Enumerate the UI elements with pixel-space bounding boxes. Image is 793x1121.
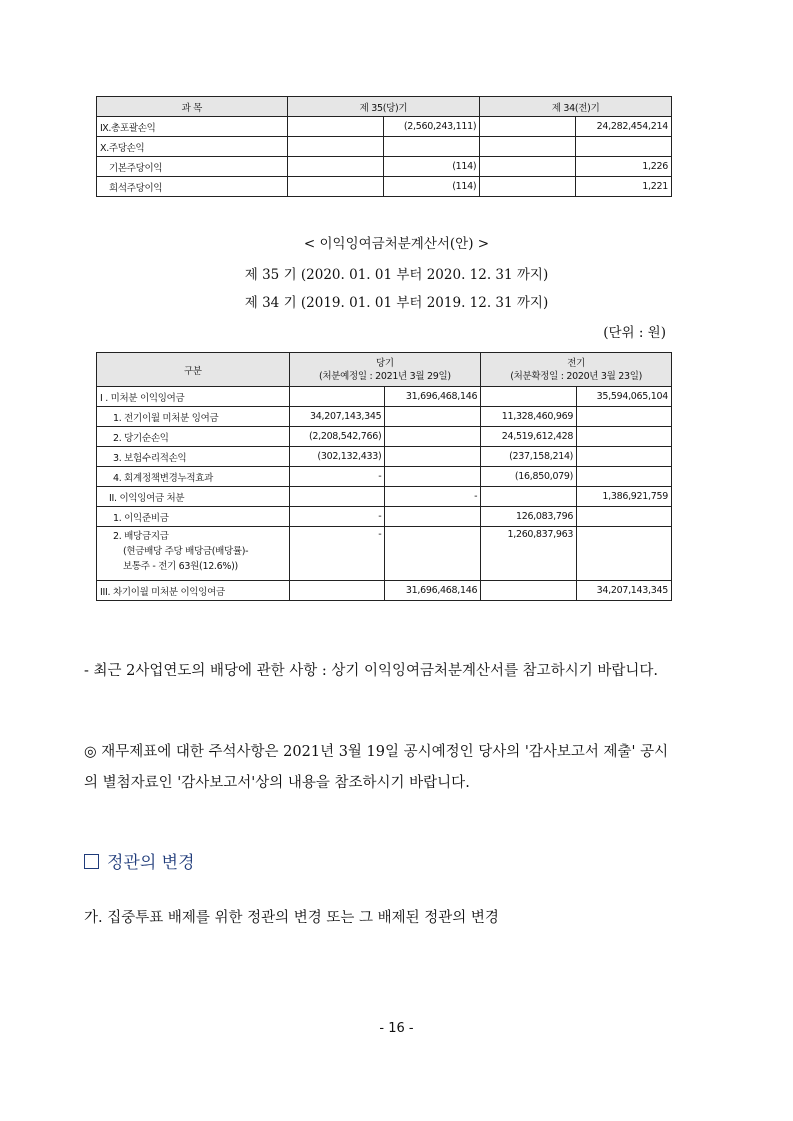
income-table-header (97, 97, 672, 117)
row-label: Ⅸ.총포괄손익 (97, 117, 288, 137)
row-label: 1. 전기이월 미처분 잉여금 (97, 407, 290, 427)
cell (287, 177, 384, 197)
row-label: Ⅹ.주당손익 (97, 137, 288, 157)
table-row (97, 527, 672, 581)
cell: (2,560,243,111) (384, 117, 480, 137)
table-row (97, 117, 672, 137)
row-label: II. 이익잉여금 처분 (97, 487, 290, 507)
table-row (97, 157, 672, 177)
header-category: 구분 (97, 353, 290, 387)
cell: 1,226 (576, 157, 672, 177)
cell: 1,260,837,963 (481, 527, 577, 581)
row-label: 1. 이익준비금 (97, 507, 290, 527)
cell: 31,696,468,146 (385, 581, 481, 601)
cell (287, 157, 384, 177)
header-current-date: (처분예정일 : 2021년 3월 29일) (318, 370, 451, 382)
table-row (97, 507, 672, 527)
cell: 35,594,065,104 (577, 387, 672, 407)
cell (289, 581, 385, 601)
retained-table-header (97, 353, 672, 387)
cell: 34,207,143,345 (289, 407, 385, 427)
header-prior: 제 34(전)기 (480, 97, 672, 117)
subsection-heading: 가. 집중투표 배제를 위한 정관의 변경 또는 그 배제된 정관의 변경 (84, 910, 499, 926)
table-row (97, 467, 672, 487)
table-row (97, 177, 672, 197)
dividend-note: - 최근 2사업연도의 배당에 관한 사항 : 상기 이익잉여금처분계산서를 참고하시기 바랍니다. (84, 663, 658, 679)
income-table (96, 96, 672, 197)
cell: - (289, 527, 385, 581)
page-number: - 16 - (379, 1021, 414, 1036)
cell (577, 467, 672, 487)
table-row (97, 427, 672, 447)
cell: - (385, 487, 481, 507)
cell: 1,386,921,759 (577, 487, 672, 507)
cell: (2,208,542,766) (289, 427, 385, 447)
cell: 34,207,143,345 (577, 581, 672, 601)
row-label: 3. 보험수리적손익 (97, 447, 290, 467)
cell (480, 157, 576, 177)
cell: (114) (384, 177, 480, 197)
cell (480, 117, 576, 137)
unit-label: (단위 : 원) (603, 325, 666, 341)
table-row (97, 137, 672, 157)
cell (577, 527, 672, 581)
header-prior-label: 전기 (567, 357, 585, 369)
cell (480, 177, 576, 197)
row-label: 4. 회계정책변경누적효과 (97, 467, 290, 487)
cell (385, 467, 481, 487)
header-prior (481, 353, 672, 387)
cell (384, 137, 480, 157)
dividend-detail-2: 보통주 - 전기 63원(12.6%)) (123, 561, 238, 572)
cell (481, 581, 577, 601)
cell (289, 387, 385, 407)
row-label: I . 미처분 이익잉여금 (97, 387, 290, 407)
cell: 31,696,468,146 (385, 387, 481, 407)
dividend-detail-1: (현금배당 주당 배당금(배당률)- (123, 546, 249, 557)
cell: 1,221 (576, 177, 672, 197)
table-row (97, 487, 672, 507)
cell: 11,328,460,969 (481, 407, 577, 427)
footnote-note: ◎ 재무제표에 대한 주석사항은 2021년 3월 19일 공시예정인 당사의 '감사보고서 제출' 공시의 별첨자료인 '감사보고서'상의 내용을 참조하시기 바랍니다. (84, 744, 669, 791)
section-title: 정관의 변경 (107, 853, 195, 873)
section-heading (84, 848, 195, 873)
retained-earnings-title: < 이익잉여금처분계산서(안) > (303, 236, 490, 252)
cell: - (289, 507, 385, 527)
header-prior-date: (처분확정일 : 2020년 3월 23일) (510, 370, 643, 382)
cell (385, 407, 481, 427)
header-current-label: 당기 (375, 357, 394, 369)
cell (577, 447, 672, 467)
cell (480, 137, 576, 157)
row-label: 2. 당기순손익 (97, 427, 290, 447)
cell: (302,132,433) (289, 447, 385, 467)
row-label: III. 차기이월 미처분 이익잉여금 (97, 581, 290, 601)
header-current: 제 35(당)기 (287, 97, 480, 117)
row-label (97, 527, 290, 581)
cell: (237,158,214) (481, 447, 577, 467)
cell (289, 487, 385, 507)
cell (481, 487, 577, 507)
cell (576, 137, 672, 157)
header-current (289, 353, 481, 387)
table-row (97, 447, 672, 467)
cell (577, 507, 672, 527)
retained-earnings-table (96, 352, 672, 601)
table-row (97, 407, 672, 427)
cell: - (289, 467, 385, 487)
period-prior: 제 34 기 (2019. 01. 01 부터 2019. 12. 31 까지) (244, 295, 549, 311)
row-label: 기본주당이익 (97, 157, 288, 177)
row-label: 희석주당이익 (97, 177, 288, 197)
cell (481, 387, 577, 407)
header-subject: 과 목 (97, 97, 288, 117)
table-row (97, 387, 672, 407)
cell (385, 447, 481, 467)
checkbox-icon (84, 854, 99, 869)
cell: (114) (384, 157, 480, 177)
cell (577, 427, 672, 447)
cell: (16,850,079) (481, 467, 577, 487)
cell: 24,519,612,428 (481, 427, 577, 447)
period-current: 제 35 기 (2020. 01. 01 부터 2020. 12. 31 까지) (244, 267, 549, 283)
cell (287, 137, 384, 157)
cell: 126,083,796 (481, 507, 577, 527)
dividend-label: 2. 배당금지급 (113, 531, 169, 542)
table-row (97, 581, 672, 601)
cell (385, 427, 481, 447)
cell (287, 117, 384, 137)
cell (577, 407, 672, 427)
cell (385, 507, 481, 527)
cell: 24,282,454,214 (576, 117, 672, 137)
cell (385, 527, 481, 581)
